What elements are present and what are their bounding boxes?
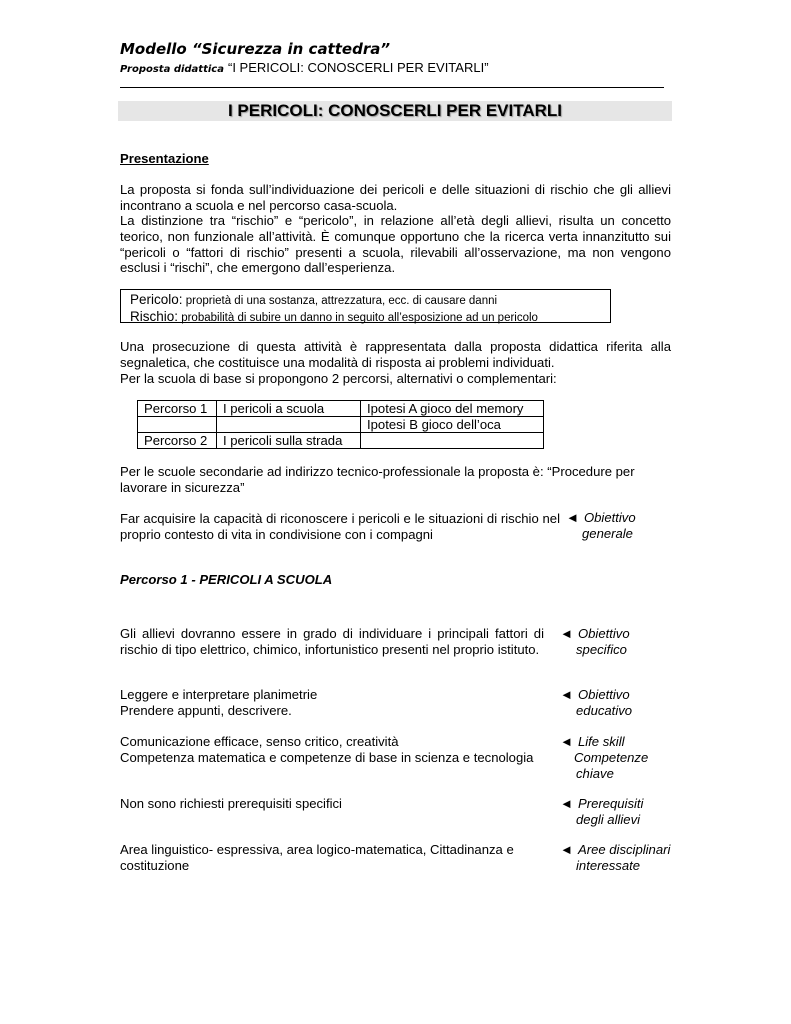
header-subtitle bbox=[120, 60, 489, 78]
section-heading-presentazione: Presentazione bbox=[120, 151, 209, 166]
left-arrow-icon: ◄ bbox=[560, 796, 573, 811]
definition-pericolo bbox=[130, 292, 601, 309]
table-row bbox=[138, 417, 544, 433]
proposal-title: “I PERICOLI: CONOSCERLI PER EVITARLI” bbox=[227, 60, 489, 75]
table-row bbox=[138, 433, 544, 449]
side-label: degli allievi bbox=[576, 812, 641, 827]
item-text: Gli allievi dovranno essere in grado di individuare i principali fattori di rischio di tipo elettrico, chimico, infortunistico presenti nel proprio istituto. bbox=[120, 626, 544, 657]
table-cell: Percorso 2 bbox=[138, 433, 217, 449]
banner-title: I PERICOLI: CONOSCERLI PER EVITARLI bbox=[227, 101, 563, 120]
table-cell bbox=[217, 417, 361, 433]
item-label bbox=[560, 842, 670, 874]
side-label: Competenze bbox=[574, 750, 649, 765]
paragraph-intro: La proposta si fonda sull’individuazione dei pericoli e delle situazioni di rischio che gli allievi incontrano a scuola e nel percorso casa-scuola. bbox=[120, 182, 671, 213]
table-cell: Ipotesi B gioco dell’oca bbox=[361, 417, 544, 433]
percorsi-table bbox=[137, 400, 544, 449]
objective-general-label bbox=[566, 510, 636, 542]
item-text: Non sono richiesti prerequisiti specifici bbox=[120, 796, 342, 811]
side-label: generale bbox=[582, 526, 633, 541]
definition-desc: proprietà di una sostanza, attrezzatura, ecc. di causare danni bbox=[182, 295, 498, 307]
item-label bbox=[560, 687, 632, 719]
side-label: Obiettivo bbox=[577, 626, 630, 641]
paragraph-secondarie: Per le scuole secondarie ad indirizzo tecnico-professionale la proposta è: “Procedure per lavorare in sicurezza” bbox=[120, 464, 635, 495]
left-arrow-icon: ◄ bbox=[560, 687, 573, 702]
item-label bbox=[560, 734, 648, 782]
side-label: chiave bbox=[576, 766, 614, 781]
side-label: Obiettivo bbox=[583, 510, 636, 525]
item-text: Comunicazione efficace, senso critico, creatività Competenza matematica e competenze di base in scienza e tecnologia bbox=[120, 734, 534, 765]
definition-term: Pericolo: bbox=[130, 292, 183, 307]
definitions-box bbox=[120, 289, 611, 323]
left-arrow-icon: ◄ bbox=[560, 626, 573, 641]
left-arrow-icon: ◄ bbox=[560, 734, 573, 749]
table-cell: Percorso 1 bbox=[138, 401, 217, 417]
paragraph-percorsi-intro: Per la scuola di base si propongono 2 percorsi, alternativi o complementari: bbox=[120, 371, 557, 386]
table-cell: I pericoli sulla strada bbox=[217, 433, 361, 449]
paragraph-prosecuzione: Una prosecuzione di questa attività è rappresentata dalla proposta didattica riferita alla segnaletica, che costituisce una modalità di risposta ai problemi individuati. bbox=[120, 339, 671, 370]
item-label bbox=[560, 796, 643, 828]
paragraph-distinction: La distinzione tra “rischio” e “pericolo”, in relazione all’età degli allievi, risulta un concetto teorico, non funzionale all’attività. È comunque opportuno che la ricerca verta innanzitutto sui “pericoli o “fattori di rischio” presenti a scuola, rilevabili all’osservazione, ma non vengono esclusi i “rischi”, che emergono dall’esperienza. bbox=[120, 213, 671, 276]
side-label: Prerequisiti bbox=[577, 796, 644, 811]
objective-general-text: Far acquisire la capacità di riconoscere i pericoli e le situazioni di rischio nel proprio contesto di vita in condivisione con i compagni bbox=[120, 511, 560, 542]
left-arrow-icon: ◄ bbox=[566, 510, 579, 525]
side-label: Life skill bbox=[577, 734, 625, 749]
item-text: Leggere e interpretare planimetrie Prendere appunti, descrivere. bbox=[120, 687, 318, 718]
side-label: Obiettivo bbox=[577, 687, 630, 702]
table-cell bbox=[361, 433, 544, 449]
table-cell bbox=[138, 417, 217, 433]
proposal-label: Proposta didattica bbox=[120, 64, 224, 75]
definition-term: Rischio: bbox=[130, 309, 179, 324]
item-label bbox=[560, 626, 630, 658]
definition-desc: probabilità di subire un danno in seguito all’esposizione ad un pericolo bbox=[178, 312, 538, 324]
item-text: Area linguistico- espressiva, area logico-matematica, Cittadinanza e costituzione bbox=[120, 842, 514, 873]
percorso1-title: Percorso 1 - PERICOLI A SCUOLA bbox=[120, 572, 333, 587]
header-rule bbox=[120, 87, 664, 88]
header-title: Modello “Sicurezza in cattedra” bbox=[120, 40, 390, 58]
table-cell: Ipotesi A gioco del memory bbox=[361, 401, 544, 417]
definition-rischio bbox=[130, 309, 601, 326]
table-cell: I pericoli a scuola bbox=[217, 401, 361, 417]
side-label: Aree disciplinari bbox=[577, 842, 671, 857]
side-label: educativo bbox=[576, 703, 633, 718]
side-label: specifico bbox=[576, 642, 627, 657]
title-banner bbox=[118, 101, 672, 121]
side-label: interessate bbox=[576, 858, 641, 873]
table-row bbox=[138, 401, 544, 417]
left-arrow-icon: ◄ bbox=[560, 842, 573, 857]
